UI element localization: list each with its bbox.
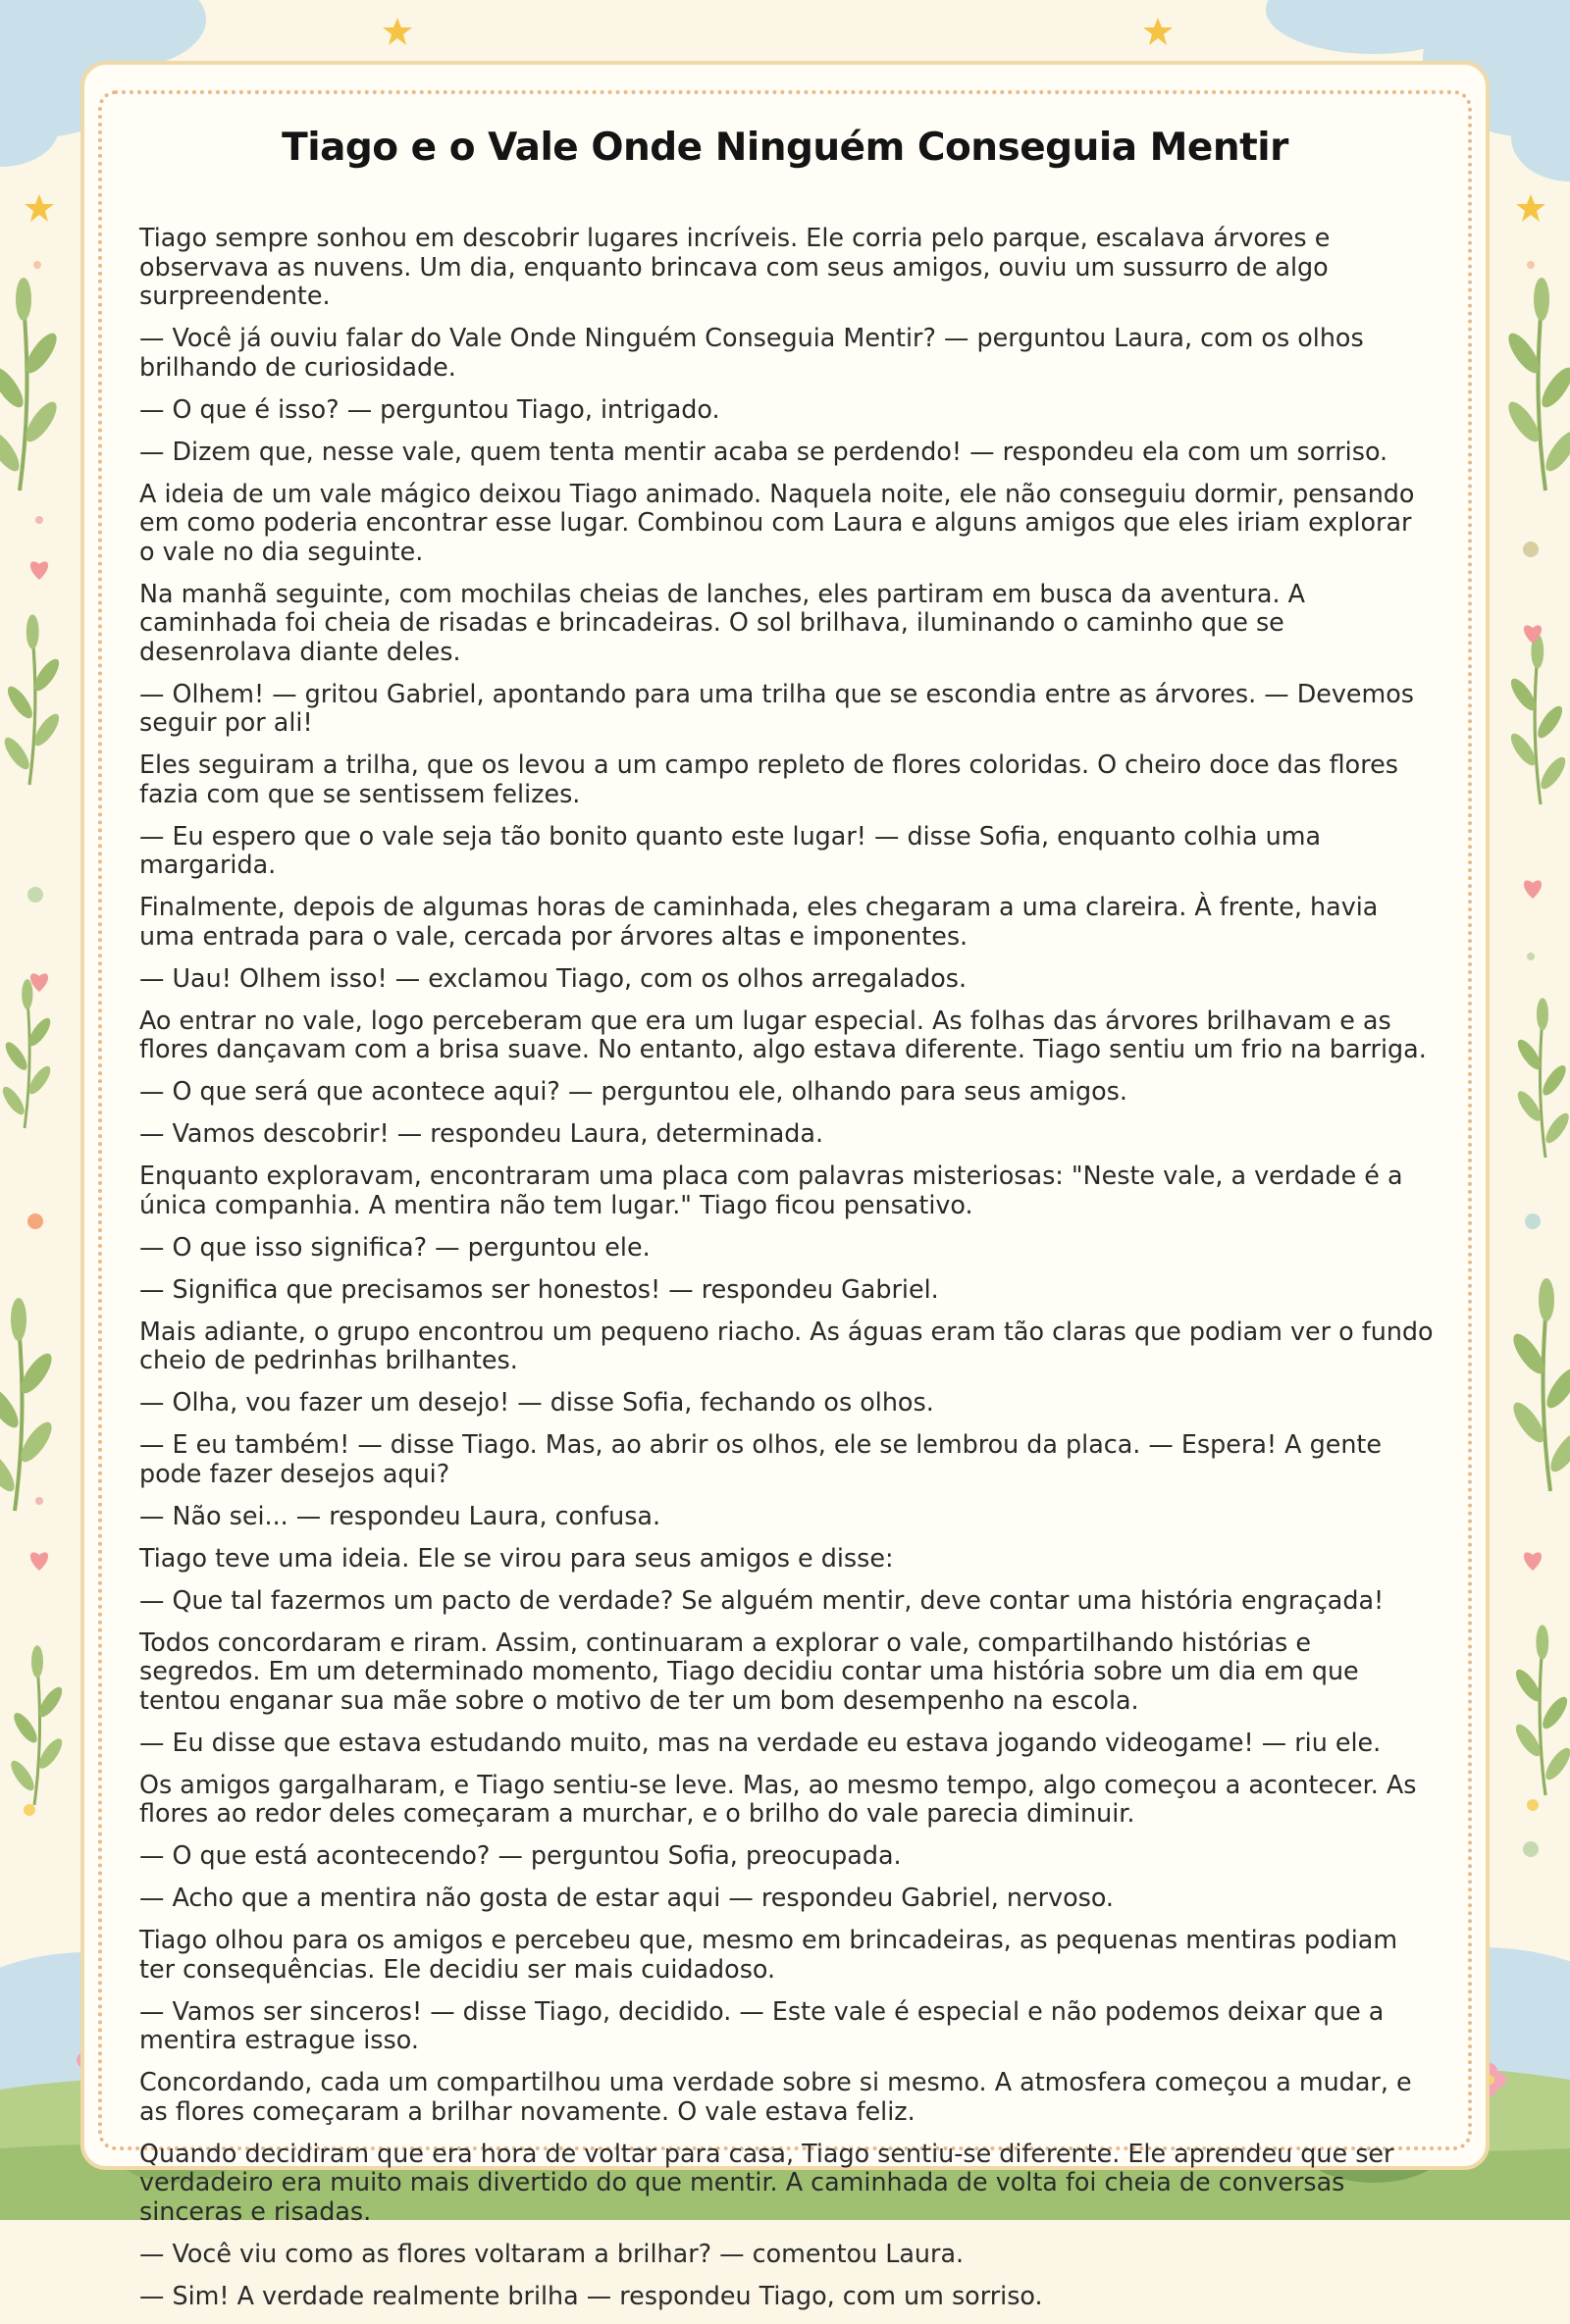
story-paragraph: Eles seguiram a trilha, que os levou a um campo repleto de flores coloridas. O cheiro doce das flores fazia com que se sentissem felizes.: [139, 749, 1398, 808]
leaf-branch-icon: [1511, 1625, 1570, 1795]
heart-icon: [1524, 1552, 1542, 1571]
leaf-branch-icon: [0, 614, 63, 785]
story-paragraph: Enquanto exploravam, encontraram uma placa com palavras misteriosas: "Neste vale, a verdade é a única companhia. A mentira não tem lugar." Tiago ficou pensativo.: [139, 1161, 1403, 1219]
heart-icon: [1524, 880, 1542, 899]
story-paragraph: Finalmente, depois de algumas horas de caminhada, eles chegaram a uma clareira. À frente, havia uma entrada para o vale, cercada por árvores altas e imponentes.: [139, 892, 1379, 951]
story-paragraph: Quando decidiram que era hora de voltar para casa, Tiago sentiu-se diferente. Ele aprendeu que ser verdadeiro era muito mais divertido do que mentir. A caminhada de volta foi cheia de conversas sinceras e risadas.: [139, 2138, 1394, 2226]
story-paragraph: Os amigos gargalharam, e Tiago sentiu-se leve. Mas, ao mesmo tempo, algo começou a acontecer. As flores ao redor deles começaram a murchar, e o brilho do vale parecia diminuir.: [139, 1769, 1417, 1828]
story-paragraph: Tiago olhou para os amigos e percebeu que, mesmo em brincadeiras, as pequenas mentiras podiam ter consequências. Ele decidiu ser mais cuidadoso.: [139, 1925, 1398, 1984]
story-paragraph: — Acho que a mentira não gosta de estar aqui — respondeu Gabriel, nervoso.: [139, 1883, 1114, 1912]
story-paragraph: — Que tal fazermos um pacto de verdade? Se alguém mentir, deve contar uma história engraçada!: [139, 1584, 1385, 1615]
heart-icon: [30, 973, 48, 992]
story-paragraph: — Dizem que, nesse vale, quem tenta mentir acaba se perdendo! — respondeu ela com um sorriso.: [139, 436, 1388, 466]
story-paragraph: Concordando, cada um compartilhou uma verdade sobre si mesmo. A atmosfera começou a mudar, e as flores começaram a brilhar novamente. O vale estava feliz.: [139, 2067, 1412, 2126]
story-paragraph: — Eu espero que o vale seja tão bonito quanto este lugar! — disse Sofia, enquanto colhia uma margarida.: [139, 820, 1321, 879]
story-paragraph: Mais adiante, o grupo encontrou um pequeno riacho. As águas eram tão claras que podiam ver o fundo cheio de pedrinhas brilhantes.: [139, 1316, 1434, 1374]
leaf-branch-icon: [0, 1298, 57, 1511]
story-paragraph: — Uau! Olhem isso! — exclamou Tiago, com os olhos arregalados.: [139, 962, 968, 993]
story-paragraph: Na manhã seguinte, com mochilas cheias de lanches, eles partiram em busca da aventura. A caminhada foi cheia de risadas e brincadeiras. O sol brilhava, iluminando o caminho que se desenrolava diante deles.: [139, 578, 1305, 666]
story-body: [139, 224, 1435, 2324]
star-icon: [25, 194, 54, 222]
story-paragraph: — O que é isso? — perguntou Tiago, intrigado.: [139, 393, 720, 424]
story-paragraph: A ideia de um vale mágico deixou Tiago animado. Naquela noite, ele não conseguiu dormir, pensando em como poderia encontrar esse lugar. Combinou com Laura e alguns amigos que eles iriam explorar o vale no dia seguinte.: [139, 478, 1415, 566]
leaf-branch-icon: [1514, 998, 1570, 1158]
story-paragraph: — Olhem! — gritou Gabriel, apontando para uma trilha que se escondia entre as árvores. — Devemos seguir por ali!: [139, 678, 1415, 737]
story-paragraph: Tiago sempre sonhou em descobrir lugares incríveis. Ele corria pelo parque, escalava árvores e observava as nuvens. Um dia, enquanto brincava com seus amigos, ouviu um sussurro de algo surpreendente.: [139, 223, 1331, 310]
story-paragraph: — Eu disse que estava estudando muito, mas na verdade eu estava jogando videogame! — riu ele.: [139, 1727, 1382, 1757]
story-paragraph: — Olha, vou fazer um desejo! — disse Sofia, fechando os olhos.: [139, 1387, 934, 1417]
story-paragraph: Todos concordaram e riram. Assim, continuaram a explorar o vale, compartilhando histórias e segredos. Em um determinado momento, Tiago decidiu contar uma história sobre um dia em que tentou enganar sua mãe sobre o motivo de ter um bom desempenho na escola.: [139, 1627, 1359, 1715]
story-paragraph: — Significa que precisamos ser honestos! — respondeu Gabriel.: [139, 1273, 939, 1304]
story-paragraph: — E eu também! — disse Tiago. Mas, ao abrir os olhos, ele se lembrou da placa. — Espera! A gente pode fazer desejos aqui?: [139, 1429, 1382, 1488]
heart-icon: [30, 561, 48, 580]
star-icon: [383, 18, 412, 45]
star-icon: [1143, 18, 1173, 45]
story-paragraph: — Vamos descobrir! — respondeu Laura, determinada.: [139, 1118, 824, 1148]
story-paragraph: — Você viu como as flores voltaram a brilhar? — comentou Laura.: [139, 2238, 965, 2268]
story-paragraph: Ao entrar no vale, logo perceberam que era um lugar especial. As folhas das árvores brilhavam e as flores dançavam com a brisa suave. No entanto, algo estava diferente. Tiago sentiu um frio na barriga.: [139, 1005, 1427, 1063]
heart-icon: [30, 1552, 48, 1571]
story-paragraph: — O que será que acontece aqui? — perguntou ele, olhando para seus amigos.: [139, 1076, 1127, 1106]
star-icon: [1516, 194, 1545, 222]
story-paragraph: — Não sei... — respondeu Laura, confusa.: [139, 1500, 661, 1530]
leaf-branch-icon: [1503, 278, 1570, 491]
story-paragraph: — O que está acontecendo? — perguntou Sofia, preocupada.: [139, 1840, 902, 1870]
story-paragraph: — Sim! A verdade realmente brilha — respondeu Tiago, com um sorriso.: [139, 2280, 1043, 2310]
story-title: Tiago e o Vale Onde Ninguém Conseguia Mentir: [282, 126, 1288, 170]
leaf-branch-icon: [1506, 634, 1569, 804]
story-paragraph: Tiago teve uma ideia. Ele se virou para seus amigos e disse:: [139, 1542, 894, 1573]
story-paragraph: — Vamos ser sinceros! — disse Tiago, decidido. — Este vale é especial e não podemos deixar que a mentira estrague isso.: [139, 1995, 1385, 2054]
leaf-branch-icon: [0, 979, 54, 1128]
story-paragraph: — O que isso significa? — perguntou ele.: [139, 1231, 651, 1262]
story-paragraph: — Você já ouviu falar do Vale Onde Ninguém Conseguia Mentir? — perguntou Laura, com os olhos brilhando de curiosidade.: [139, 323, 1364, 382]
leaf-branch-icon: [7, 1645, 66, 1805]
leaf-branch-icon: [1508, 1278, 1570, 1491]
leaf-branch-icon: [0, 278, 62, 491]
